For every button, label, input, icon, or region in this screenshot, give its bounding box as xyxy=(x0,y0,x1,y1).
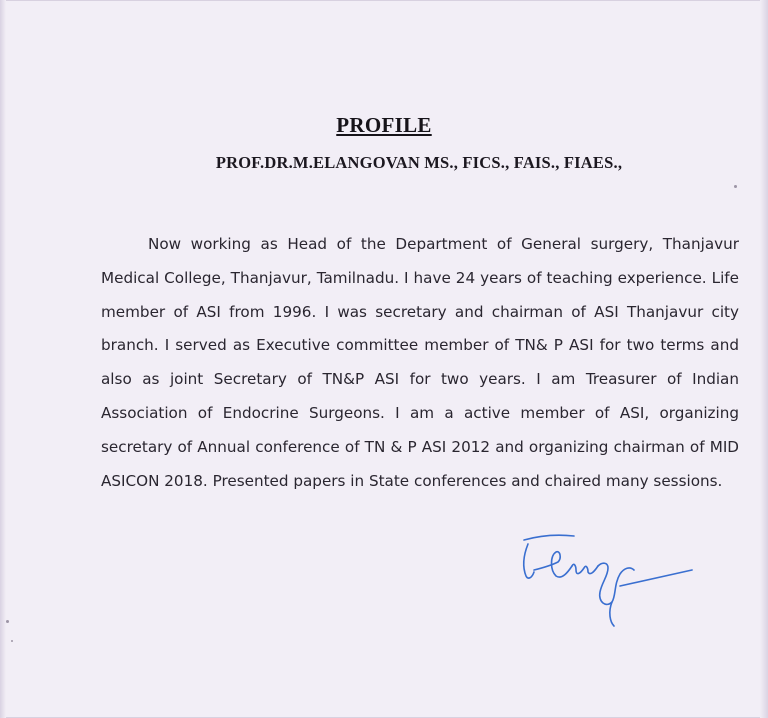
paper-speck xyxy=(11,640,13,642)
left-paper-edge xyxy=(0,0,6,718)
handwritten-signature xyxy=(516,522,706,632)
right-paper-edge xyxy=(760,0,768,718)
author-name-credentials: PROF.DR.M.ELANGOVAN MS., FICS., FAIS., FIAES., xyxy=(215,153,623,172)
profile-paragraph: Now working as Head of the Department of General surgery, Thanjavur Medical College, Thanjavur, Tamilnadu. I have 24 years of teaching experience. Life member of ASI from 1996. I was secretary and chairman of ASI Thanjavur city branch. I served as Executive committee member of TN& P ASI for two terms and also as joint Secretary of TN&P ASI for two years. I am Treasurer of Indian Association of Endocrine Surgeons. I am a active member of ASI, organizing secretary of Annual conference of TN & P ASI 2012 and organizing chairman of MID ASICON 2018. Presented papers in State conferences and chaired many sessions. xyxy=(101,235,739,490)
paper-speck xyxy=(6,620,9,623)
paper-speck xyxy=(734,185,737,188)
document-title: PROFILE xyxy=(336,113,432,137)
